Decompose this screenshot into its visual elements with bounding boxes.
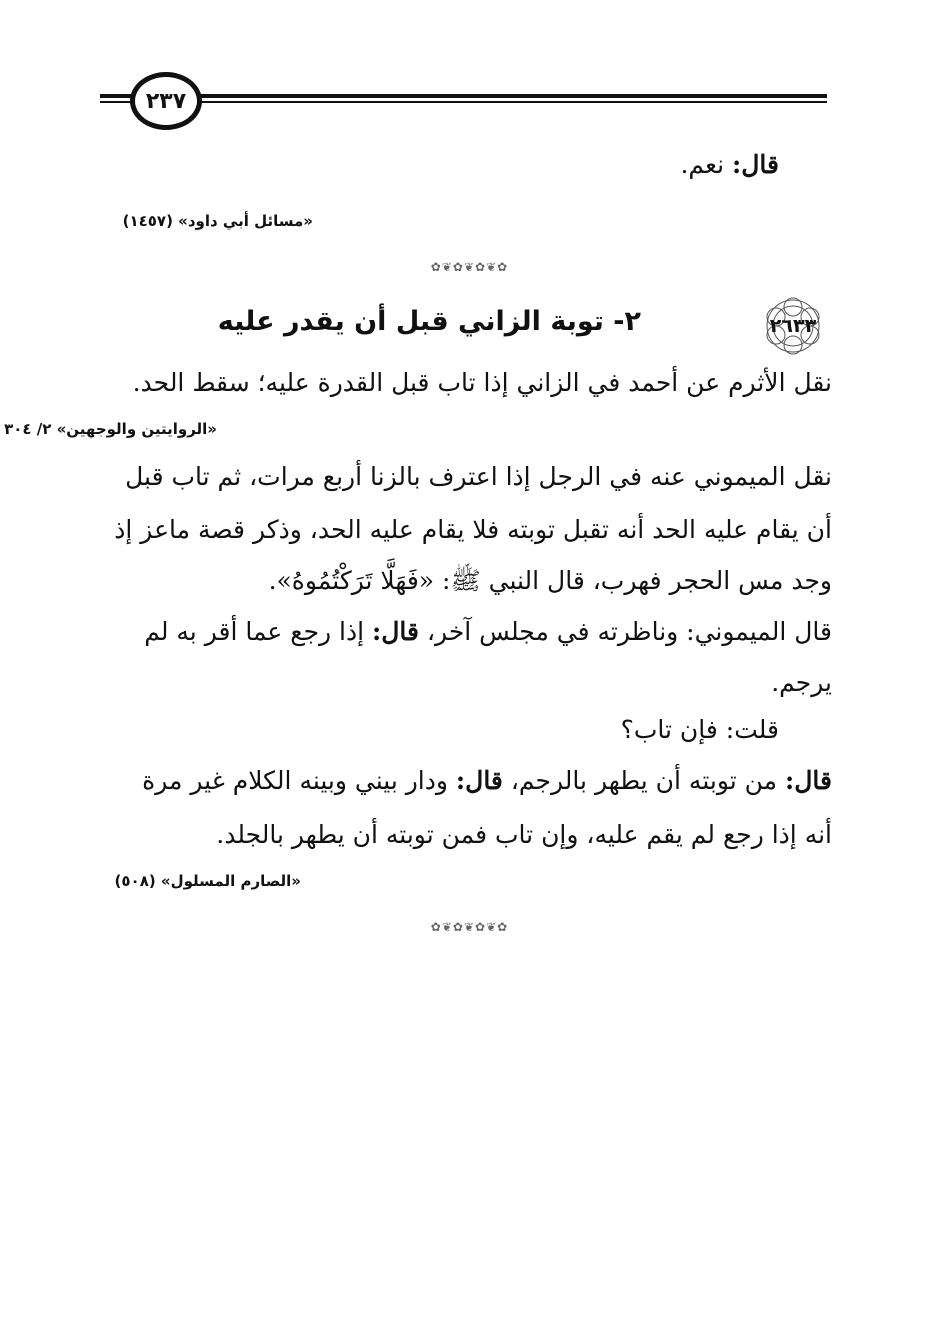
qal-label-inline: قال: [785,766,832,795]
entry-number: ٢٦٣٣ [769,315,817,337]
paragraph-5-part-d: ودار بيني وبينه الكلام غير مرة [142,766,448,795]
qal-text: نعم. [680,150,725,179]
paragraph-3-part-a: قال الميموني: وناظرته في مجلس آخر، [426,617,832,646]
paragraph-3-line-2: يرجم. [771,668,832,697]
paragraph-2-line-3: وجد مس الحجر فهرب، قال النبي ﷺ: «فَهَلَّا تَرَكْتُمُوهُ». [268,566,832,595]
paragraph-4: قلت: فإن تاب؟ [620,715,779,744]
paragraph-3-part-c: إذا رجع عما أقر به لم [144,617,365,646]
citation-sarim: «الصارم المسلول» (٥٠٨) [114,872,301,890]
paragraph-5-line-2: أنه إذا رجع لم يقم عليه، وإن تاب فمن توبته أن يطهر بالجلد. [216,820,832,849]
section-heading: ٢- توبة الزاني قبل أن يقدر عليه [217,306,641,337]
paragraph-2-line-1: نقل الميموني عنه في الرجل إذا اعترف بالزنا أربع مرات، ثم تاب قبل [125,462,832,491]
page-number-badge [130,72,202,130]
qal-label-inline: قال: [372,617,419,646]
qal-line [680,150,779,180]
paragraph-1: نقل الأثرم عن أحمد في الزاني إذا تاب قبل القدرة عليه؛ سقط الحد. [132,368,832,397]
qal-label: قال: [732,150,779,179]
entry-number-badge [760,297,826,355]
section-ornament: ✿❦✿❦✿❦✿ [430,260,509,274]
header-rule [100,94,827,98]
end-ornament: ✿❦✿❦✿❦✿ [430,920,509,934]
paragraph-3-line-1 [144,617,832,647]
header-rule-thin [100,101,827,103]
citation-riwayatayn: «الروايتين والوجهين» ٢/ ٣٠٤ [4,420,217,438]
paragraph-5-line-1 [142,766,832,796]
citation-abu-dawud: «مسائل أبي داود» (١٤٥٧) [122,212,313,230]
qal-label-inline: قال: [455,766,503,795]
paragraph-2-line-2: أن يقام عليه الحد أنه تقبل توبته فلا يقام عليه الحد، وذكر قصة ماعز إذ [114,515,832,544]
page-number: ٢٣٧ [145,88,187,114]
paragraph-5-part-b: من توبته أن يطهر بالرجم، [510,766,778,795]
